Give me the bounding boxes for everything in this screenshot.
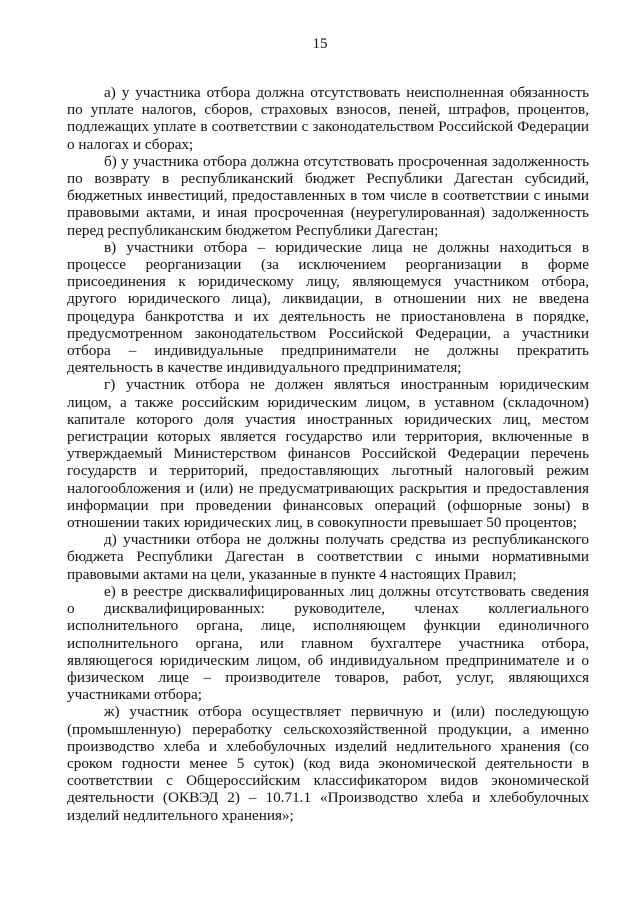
paragraph-g: г) участник отбора не должен являться иностранным юридическим лицом, а также российским юридическим лицом, в уставном (складочном) капитале которого доля участия иностранных юридических лиц, местом регистрации которых является государство или территория, включенные в утверждаемый Министерством финансов Российской Федерации перечень государств и территорий, предоставляющих льготный налоговый режим налогообложения и (или) не предусматривающих раскрытия и предоставления информации при проведении финансовых операций (офшорные зоны) в отношении таких юридических лиц, в совокупности превышает 50 процентов; — [67, 376, 589, 532]
paragraph-v: в) участники отбора – юридические лица не должны находиться в процессе реорганизации (за исключением реорганизации в форме присоединения к юридическому лицу, являющемуся участником отбора, другого юридического лица), ликвидации, в отношении них не введена процедура банкротства и их деятельность не приостановлена в порядке, предусмотренном законодательством Российской Федерации, а участники отбора – индивидуальные предприниматели не должны прекратить деятельность в качестве индивидуального предпринимателя; — [67, 238, 589, 377]
paragraph-zh: ж) участник отбора осуществляет первичную и (или) последующую (промышленную) переработку сельскохозяйственной продукции, а именно производство хлеба и хлебобулочных изделий недлительного хранения (со сроком годности менее 5 суток) (код вида экономической деятельности в соответствии с Общероссийским классификатором видов экономической деятельности (ОКВЭД 2) – 10.71.1 «Производство хлеба и хлебобулочных изделий недлительного хранения»; — [67, 703, 589, 824]
paragraph-e: е) в реестре дисквалифицированных лиц должны отсутствовать сведения о дисквалифицированных: руководителе, членах коллегиального исполнительного органа, лице, исполняющем функции единоличного исполнительного органа, или главном бухгалтере участника отбора, являющегося юридическим лицом, об индивидуальном предпринимателе и о физическом лице – производителе товаров, работ, услуг, являющихся участниками отбора; — [67, 582, 589, 704]
paragraph-d: д) участники отбора не должны получать средства из республиканского бюджета Республики Дагестан в соответствии с иными нормативными правовыми актами на цели, указанные в пункте 4 настоящих Правил; — [67, 531, 589, 583]
paragraph-b: б) у участника отбора должна отсутствовать просроченная задолженность по возврату в республиканский бюджет Республики Дагестан субсидий, бюджетных инвестиций, предоставленных в том числе в соответствии с иными правовыми актами, и иная просроченная (неурегулированная) задолженность перед республиканским бюджетом Республики Дагестан; — [67, 152, 589, 239]
page-number: 15 — [312, 36, 328, 52]
paragraph-a: а) у участника отбора должна отсутствовать неисполненная обязанность по уплате налогов, сборов, страховых взносов, пеней, штрафов, процентов, подлежащих уплате в соответствии с законодательством Российской Федерации о налогах и сборах; — [67, 84, 589, 153]
document-body — [67, 84, 589, 824]
